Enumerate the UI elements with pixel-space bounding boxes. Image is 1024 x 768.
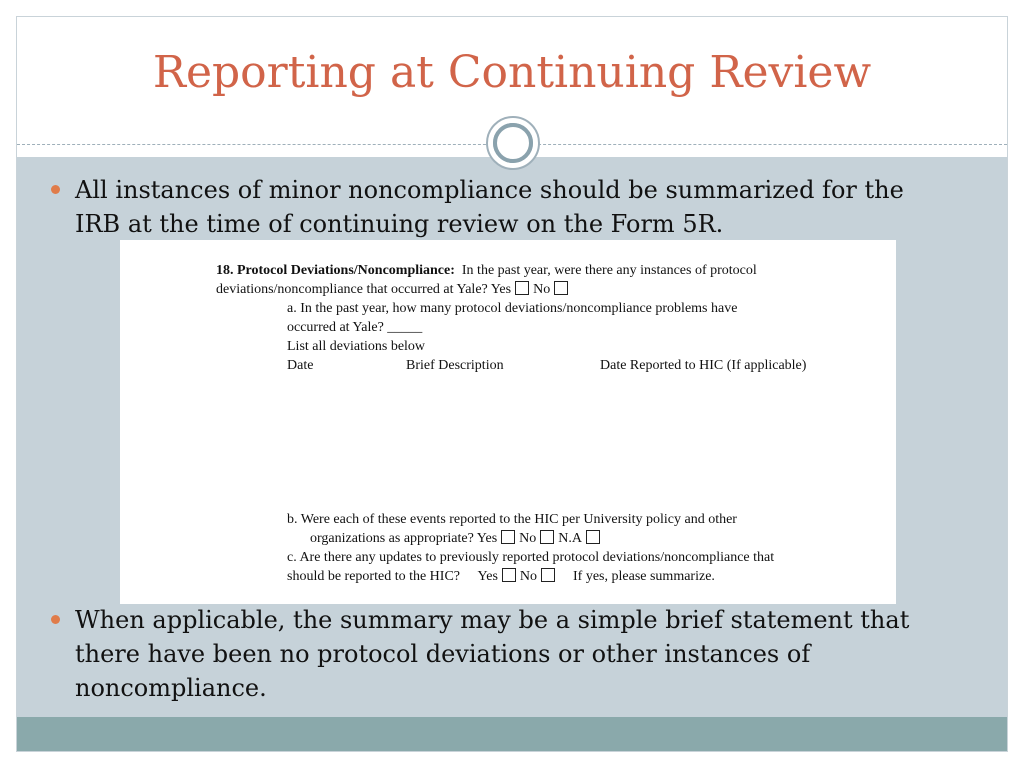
slide xyxy=(16,16,1008,752)
b-no-checkbox[interactable] xyxy=(540,530,554,544)
circle-ornament-inner xyxy=(493,123,533,163)
c-no-checkbox[interactable] xyxy=(541,568,555,582)
form-a-line-1: a. In the past year, how many protocol deviations/noncompliance problems have xyxy=(287,301,738,316)
form-line-1 xyxy=(216,261,757,280)
c-yes-checkbox[interactable] xyxy=(502,568,516,582)
column-header-date: Date xyxy=(287,358,314,373)
column-header-reported: Date Reported to HIC (If applicable) xyxy=(600,358,807,373)
c-no-label: No xyxy=(519,569,538,584)
b-na-checkbox[interactable] xyxy=(586,530,600,544)
b-yes-checkbox[interactable] xyxy=(501,530,515,544)
form-a-line-3: List all deviations below xyxy=(287,339,426,354)
yes-checkbox[interactable] xyxy=(515,281,529,295)
bullet-item-1 xyxy=(75,173,955,241)
form-b-line-1: b. Were each of these events reported to the HIC per University policy and other xyxy=(287,512,737,527)
form-c-line2-text: should be reported to the HIC? xyxy=(287,569,461,584)
bullet-dot-icon xyxy=(51,185,60,194)
b-no-label: No xyxy=(519,531,537,546)
slide-title: Reporting at Continuing Review xyxy=(152,47,872,98)
form-5r-excerpt-image xyxy=(120,240,896,604)
bullet-item-2 xyxy=(75,603,955,705)
footer-band xyxy=(17,717,1007,752)
b-na-label: N.A xyxy=(558,531,582,546)
c-yes-label: Yes xyxy=(477,569,498,584)
circle-ornament-icon xyxy=(486,116,540,170)
form-line-2 xyxy=(216,280,572,299)
bullet-text-2: When applicable, the summary may be a simple brief statement that there have been no protocol deviations or other instances of noncompliance. xyxy=(75,606,910,702)
form-c-line-1: c. Are there any updates to previously reported protocol deviations/noncompliance that xyxy=(287,550,775,565)
form-c-line-2 xyxy=(287,567,715,586)
bullet-text-1: All instances of minor noncompliance should be summarized for the IRB at the time of continuing review on the Form 5R. xyxy=(75,176,904,238)
c-tail-text: If yes, please summarize. xyxy=(573,569,715,584)
column-header-description: Brief Description xyxy=(406,358,504,373)
form-a-line-2: occurred at Yale? _____ xyxy=(287,320,423,335)
bullet-dot-icon xyxy=(51,615,60,624)
form-line2-text: deviations/noncompliance that occurred at Yale? Yes xyxy=(216,282,512,297)
no-label: No xyxy=(533,282,551,297)
form-intro: In the past year, were there any instances of protocol xyxy=(461,263,757,278)
no-checkbox[interactable] xyxy=(554,281,568,295)
form-heading: 18. Protocol Deviations/Noncompliance: xyxy=(216,263,455,278)
form-b-line-2 xyxy=(310,529,604,548)
form-b-line2-text: organizations as appropriate? Yes xyxy=(310,531,498,546)
